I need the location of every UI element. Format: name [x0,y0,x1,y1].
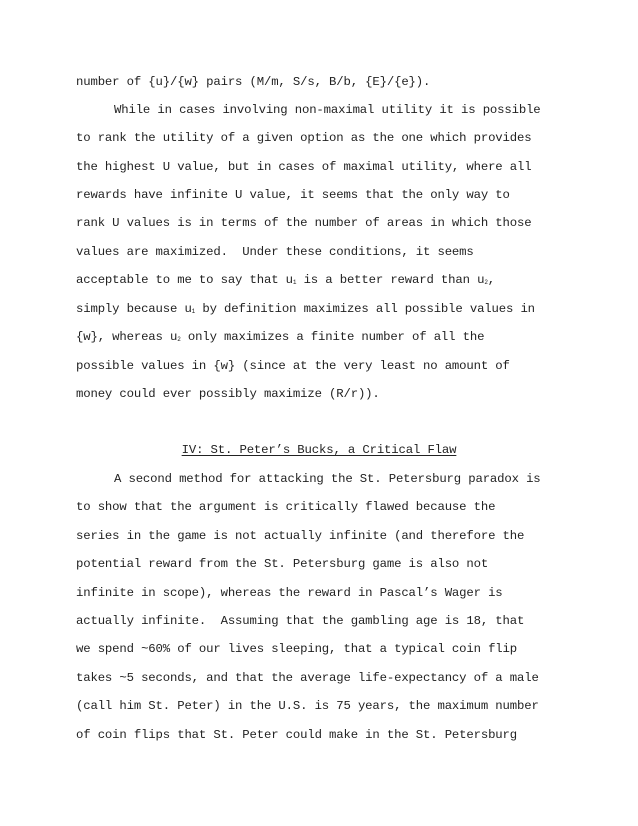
text-line: rewards have infinite U value, it seems that the only way to [76,188,510,202]
text-run: simply because u [76,302,192,316]
text-run: acceptable to me to say that u [76,273,293,287]
text-run: by definition maximizes all possible values in [195,302,535,316]
text-line [76,302,535,316]
text-line: takes ~5 seconds, and that the average life-expectancy of a male [76,671,539,685]
text-run: is a better reward than u [296,273,485,287]
subscript: 1 [292,279,297,286]
text-line: money could ever possibly maximize (R/r)). [76,387,380,401]
text-line: actually infinite. Assuming that the gambling age is 18, that [76,614,525,628]
text-run: only maximizes a finite number of all the [180,330,485,344]
text-line: number of {u}/{w} pairs (M/m, S/s, B/b, {E}/{e}). [76,75,431,89]
text-line: (call him St. Peter) in the U.S. is 75 years, the maximum number [76,699,539,713]
subscript: 1 [191,308,196,315]
text-line: we spend ~60% of our lives sleeping, that a typical coin flip [76,642,517,656]
text-line [76,273,495,287]
text-line: the highest U value, but in cases of maximal utility, where all [76,160,532,174]
text-line: rank U values is in terms of the number of areas in which those [76,216,532,230]
subscript: 2 [177,336,181,343]
text-line: of coin flips that St. Peter could make in the St. Petersburg [76,728,517,742]
subscript: 2 [484,279,488,286]
text-line: series in the game is not actually infinite (and therefore the [76,529,525,543]
text-line [76,330,484,344]
text-line: values are maximized. Under these conditions, it seems [76,245,474,259]
text-run: {w}, whereas u [76,330,178,344]
text-line: possible values in {w} (since at the very least no amount of [76,359,510,373]
text-run: , [487,273,495,287]
paragraph-first-line: While in cases involving non-maximal utility it is possible [114,103,541,117]
text-line: potential reward from the St. Petersburg game is also not [76,557,489,571]
text-line: to rank the utility of a given option as the one which provides [76,131,532,145]
text-line: infinite in scope), whereas the reward in Pascal’s Wager is [76,586,503,600]
section-heading: IV: St. Peter’s Bucks, a Critical Flaw [181,443,457,457]
paragraph-first-line: A second method for attacking the St. Petersburg paradox is [114,472,541,486]
text-line: to show that the argument is critically flawed because the [76,500,496,514]
